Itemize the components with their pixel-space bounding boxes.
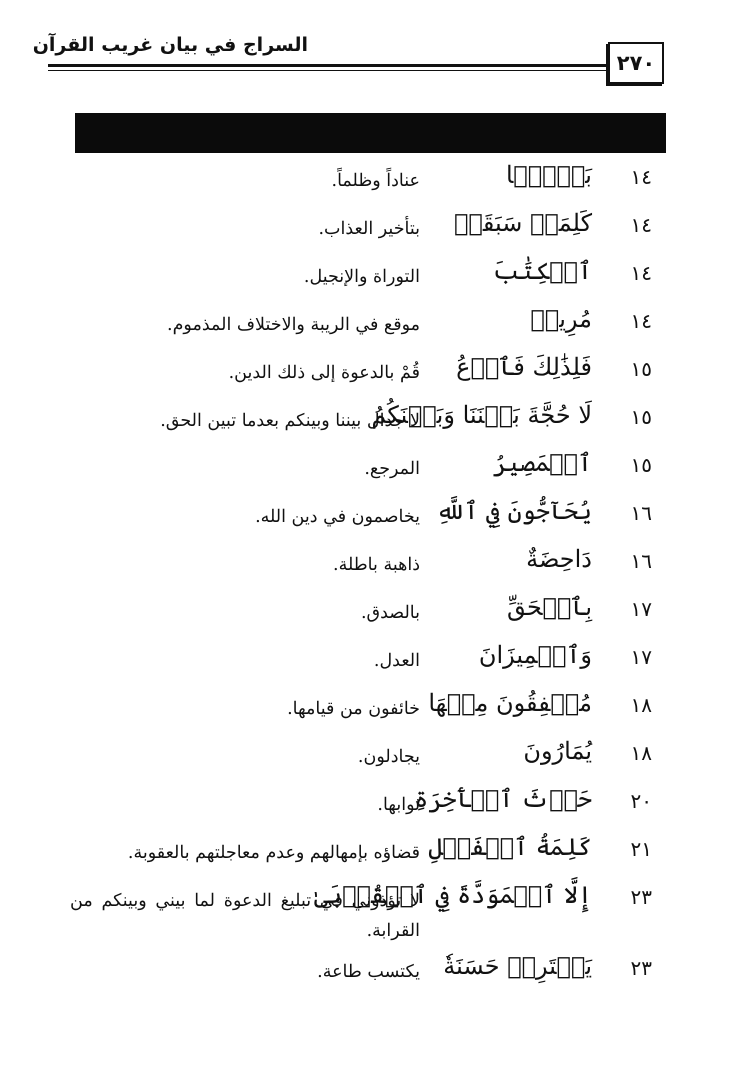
verse-number: ٢٣ [630,885,652,909]
quran-word: مُشۡفِقُونَ مِنۡهَا [428,689,592,717]
glossary-entry [70,731,670,779]
glossary-entry [70,875,670,946]
glossary-entry [70,827,670,875]
quran-word: إِلَّا ٱلۡمَوَدَّةَ فِي ٱلۡقُرۡبَىٰ [313,881,592,909]
glossary-entry [70,587,670,635]
glossary-entry [70,155,670,203]
quran-word: دَاحِضَةٌ [526,545,592,573]
quran-word: يَقۡتَرِفۡ حَسَنَةٗ [443,952,592,980]
glossary-entry [70,683,670,731]
verse-number: ١٤ [630,213,652,237]
glossary-entry [70,347,670,395]
word-meaning: بالصدق. [360,603,420,623]
word-meaning: التوراة والإنجيل. [303,267,420,287]
glossary-entry [70,491,670,539]
word-meaning: ثوابها. [377,795,420,815]
quran-word: يُمَارُونَ [523,737,592,765]
quran-word: بِٱلۡحَقِّ [506,593,592,621]
glossary-entry [70,395,670,443]
verse-number: ١٨ [630,741,652,765]
verse-number: ١٧ [630,645,652,669]
verse-number: ١٤ [630,261,652,285]
glossary-entry [70,635,670,683]
quran-word: كَلِمَةٞ سَبَقَتۡ [454,209,592,237]
quran-word: كَلِمَةُ ٱلۡفَصۡلِ [428,833,592,861]
header-rule-thick [48,64,608,67]
word-meaning: قُمْ بالدعوة إلى ذلك الدين. [228,363,420,383]
verse-number: ٢٣ [630,956,652,980]
header-rule-thin [48,70,608,71]
glossary-entry [70,539,670,587]
quran-word: لَا حُجَّةَ بَيۡنَنَا وَبَيۡنَكُمُ [371,401,592,429]
glossary-entry [70,203,670,251]
quran-word: مُرِيبٖ [530,305,592,333]
word-meaning: المرجع. [364,459,420,479]
verse-number: ٢١ [630,837,652,861]
glossary-entry [70,779,670,827]
verse-number: ١٤ [630,165,652,189]
glossary-entry [70,946,670,994]
quran-word: وَٱلۡمِيزَانَ [478,641,592,669]
verse-number: ١٦ [630,549,652,573]
word-meaning: ذاهبة باطلة. [333,555,420,575]
glossary-entry [70,443,670,491]
quran-word: يُحَآجُّونَ فِي ٱللَّهِ [436,497,592,525]
running-header-title: السراج في بيان غريب القرآن [32,34,308,56]
word-meaning: يخاصمون في دين الله. [255,507,420,527]
word-meaning: لا تؤذوني في تبليغ الدعوة لما بيني وبينكم من القرابة. [70,891,420,941]
word-meaning: قضاؤه بإمهالهم وعدم معاجلتهم بالعقوبة. [127,843,420,863]
page-number: ٢٧٠ [608,42,664,84]
glossary-entry [70,299,670,347]
glossary-list [70,155,670,994]
verse-number: ١٧ [630,597,652,621]
quran-word: حَرۡثَ ٱلۡأٓخِرَةِ [414,785,592,813]
word-meaning: العدل. [373,651,420,671]
quran-word: ٱلۡكِتَٰبَ [492,257,592,285]
verse-number: ١٨ [630,693,652,717]
verse-number: ٢٠ [630,789,652,813]
quran-word: ٱلۡمَصِيرُ [492,449,592,477]
verse-number: ١٥ [630,453,652,477]
verse-number: ١٦ [630,501,652,525]
word-meaning: يجادلون. [357,747,420,767]
word-meaning: يكتسب طاعة. [317,962,420,982]
verse-number: ١٤ [630,309,652,333]
verse-number: ١٥ [630,405,652,429]
section-title-bar [75,113,666,153]
glossary-entry [70,251,670,299]
word-meaning: خائفون من قيامها. [287,699,420,719]
quran-word: بَغۡيَۢا [505,161,592,189]
word-meaning: عناداً وظلماً. [331,171,420,191]
word-meaning: بتأخير العذاب. [318,219,420,239]
quran-word: فَلِذَٰلِكَ فَٱدۡعُ [456,353,592,381]
word-meaning: موقع في الريبة والاختلاف المذموم. [167,315,420,335]
verse-number: ١٥ [630,357,652,381]
word-meaning: لا جدال بيننا وبينكم بعدما تبين الحق. [160,411,420,431]
